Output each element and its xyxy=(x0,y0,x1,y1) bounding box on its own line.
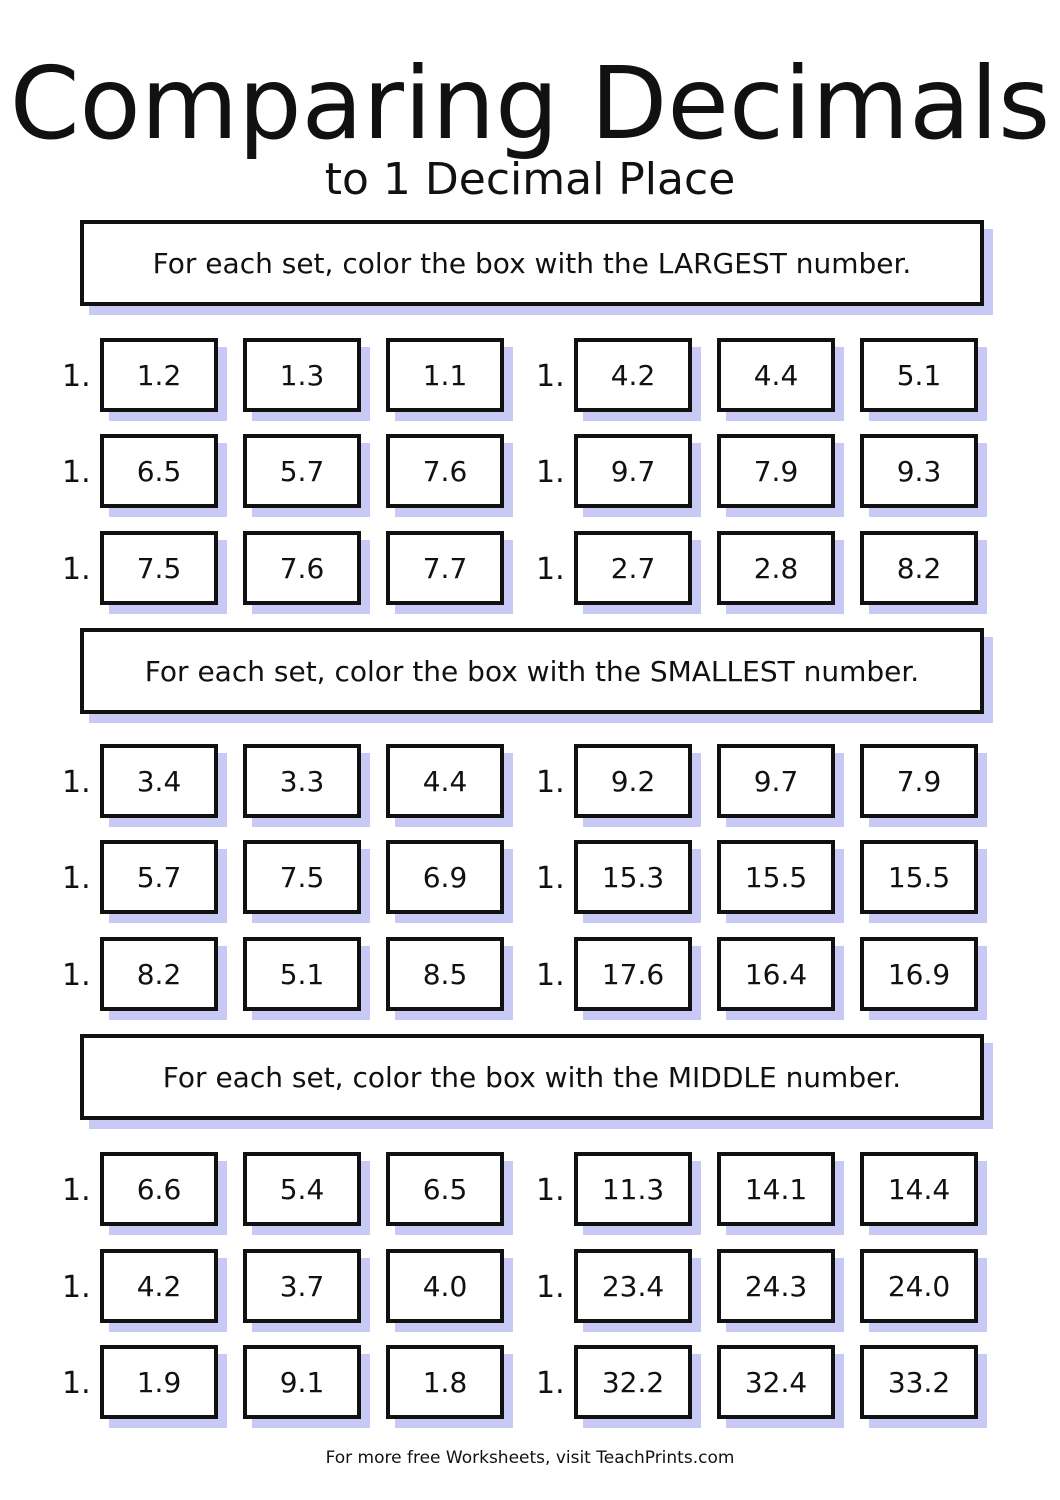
answer-box[interactable]: 7.9 xyxy=(717,434,835,508)
answer-box[interactable]: 32.4 xyxy=(717,1345,835,1419)
answer-box[interactable]: 15.5 xyxy=(860,840,978,914)
answer-box[interactable]: 5.1 xyxy=(243,937,361,1011)
answer-box[interactable]: 8.5 xyxy=(386,937,504,1011)
worksheet-title: Comparing Decimals xyxy=(9,45,1051,162)
question-number: 1. xyxy=(62,765,91,800)
answer-box[interactable]: 4.0 xyxy=(386,1249,504,1323)
question-number: 1. xyxy=(62,861,91,896)
answer-box[interactable]: 8.2 xyxy=(860,531,978,605)
instruction-banner-smallest: For each set, color the box with the SMALLEST number. xyxy=(80,628,984,714)
answer-box[interactable]: 9.1 xyxy=(243,1345,361,1419)
answer-box[interactable]: 24.3 xyxy=(717,1249,835,1323)
answer-box[interactable]: 5.7 xyxy=(243,434,361,508)
worksheet-subtitle: to 1 Decimal Place xyxy=(324,154,736,205)
answer-box[interactable]: 1.2 xyxy=(100,338,218,412)
answer-box[interactable]: 6.9 xyxy=(386,840,504,914)
answer-box[interactable]: 8.2 xyxy=(100,937,218,1011)
answer-box[interactable]: 16.4 xyxy=(717,937,835,1011)
answer-box[interactable]: 9.2 xyxy=(574,744,692,818)
answer-box[interactable]: 9.7 xyxy=(717,744,835,818)
answer-box[interactable]: 14.4 xyxy=(860,1152,978,1226)
question-number: 1. xyxy=(536,1270,565,1305)
question-number: 1. xyxy=(62,455,91,490)
answer-box[interactable]: 3.7 xyxy=(243,1249,361,1323)
question-number: 1. xyxy=(536,861,565,896)
question-number: 1. xyxy=(536,359,565,394)
question-number: 1. xyxy=(62,958,91,993)
answer-box[interactable]: 4.2 xyxy=(574,338,692,412)
answer-box[interactable]: 9.3 xyxy=(860,434,978,508)
answer-box[interactable]: 33.2 xyxy=(860,1345,978,1419)
question-number: 1. xyxy=(62,1366,91,1401)
answer-box[interactable]: 3.3 xyxy=(243,744,361,818)
answer-box[interactable]: 1.1 xyxy=(386,338,504,412)
answer-box[interactable]: 24.0 xyxy=(860,1249,978,1323)
answer-box[interactable]: 15.5 xyxy=(717,840,835,914)
answer-box[interactable]: 7.6 xyxy=(386,434,504,508)
answer-box[interactable]: 5.1 xyxy=(860,338,978,412)
question-number: 1. xyxy=(536,958,565,993)
answer-box[interactable]: 1.3 xyxy=(243,338,361,412)
answer-box[interactable]: 4.4 xyxy=(717,338,835,412)
question-number: 1. xyxy=(62,359,91,394)
answer-box[interactable]: 17.6 xyxy=(574,937,692,1011)
answer-box[interactable]: 2.8 xyxy=(717,531,835,605)
question-number: 1. xyxy=(62,552,91,587)
answer-box[interactable]: 23.4 xyxy=(574,1249,692,1323)
question-number: 1. xyxy=(536,1173,565,1208)
answer-box[interactable]: 7.7 xyxy=(386,531,504,605)
answer-box[interactable]: 5.7 xyxy=(100,840,218,914)
question-number: 1. xyxy=(536,1366,565,1401)
answer-box[interactable]: 2.7 xyxy=(574,531,692,605)
answer-box[interactable]: 4.4 xyxy=(386,744,504,818)
instruction-banner-middle: For each set, color the box with the MIDDLE number. xyxy=(80,1034,984,1120)
answer-box[interactable]: 4.2 xyxy=(100,1249,218,1323)
question-number: 1. xyxy=(62,1270,91,1305)
answer-box[interactable]: 32.2 xyxy=(574,1345,692,1419)
answer-box[interactable]: 7.6 xyxy=(243,531,361,605)
answer-box[interactable]: 5.4 xyxy=(243,1152,361,1226)
answer-box[interactable]: 7.5 xyxy=(100,531,218,605)
answer-box[interactable]: 7.9 xyxy=(860,744,978,818)
answer-box[interactable]: 15.3 xyxy=(574,840,692,914)
answer-box[interactable]: 1.9 xyxy=(100,1345,218,1419)
answer-box[interactable]: 6.5 xyxy=(100,434,218,508)
answer-box[interactable]: 11.3 xyxy=(574,1152,692,1226)
instruction-banner-largest: For each set, color the box with the LARGEST number. xyxy=(80,220,984,306)
question-number: 1. xyxy=(536,765,565,800)
answer-box[interactable]: 3.4 xyxy=(100,744,218,818)
question-number: 1. xyxy=(536,455,565,490)
question-number: 1. xyxy=(62,1173,91,1208)
answer-box[interactable]: 9.7 xyxy=(574,434,692,508)
answer-box[interactable]: 6.5 xyxy=(386,1152,504,1226)
answer-box[interactable]: 16.9 xyxy=(860,937,978,1011)
answer-box[interactable]: 7.5 xyxy=(243,840,361,914)
answer-box[interactable]: 6.6 xyxy=(100,1152,218,1226)
answer-box[interactable]: 14.1 xyxy=(717,1152,835,1226)
question-number: 1. xyxy=(536,552,565,587)
footer-note: For more free Worksheets, visit TeachPrints.com xyxy=(325,1448,735,1468)
answer-box[interactable]: 1.8 xyxy=(386,1345,504,1419)
